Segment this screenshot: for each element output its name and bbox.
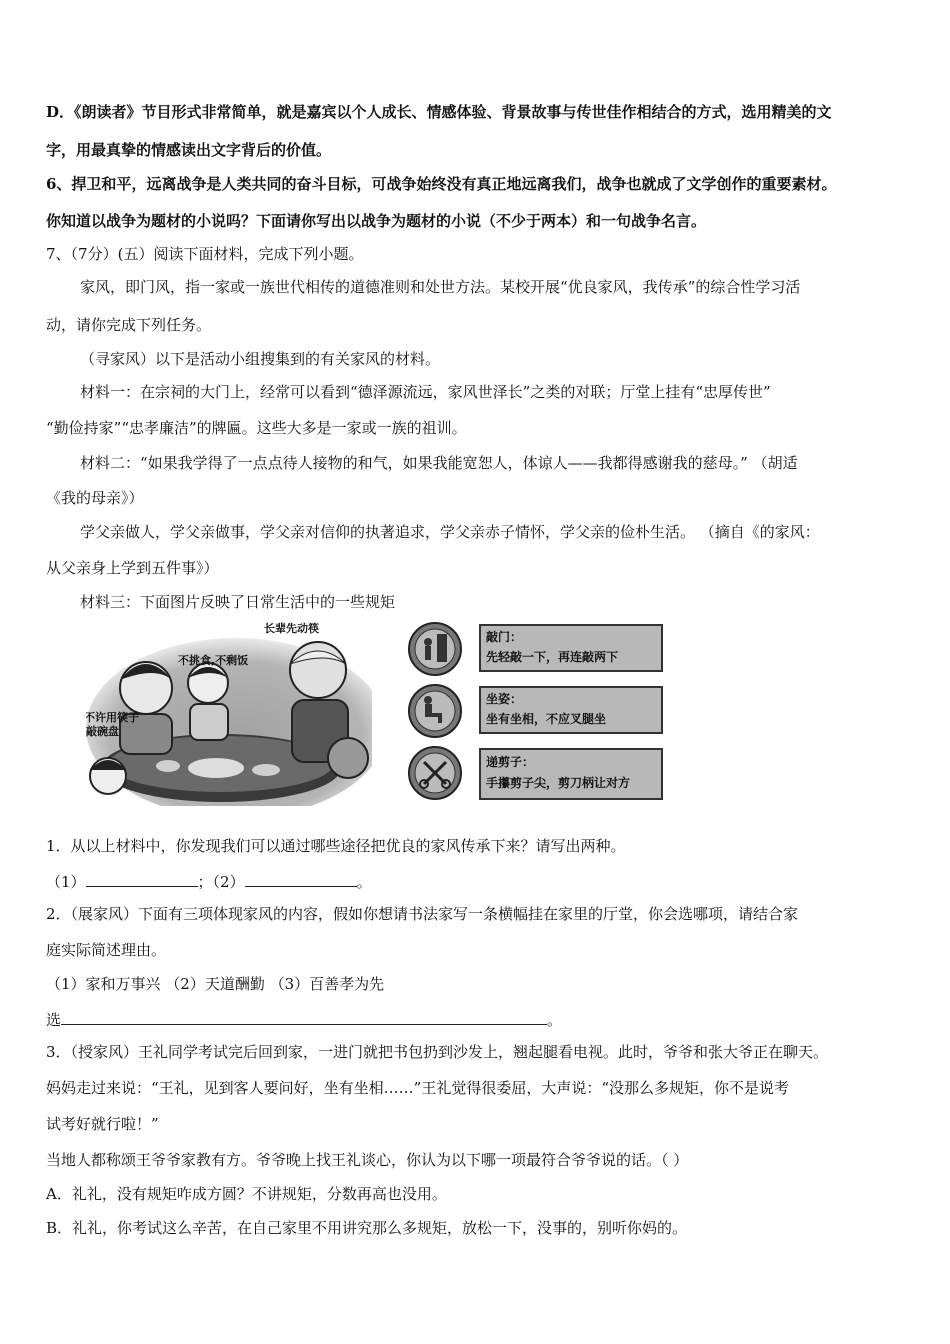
- answer-end-period: 。: [356, 873, 372, 891]
- family-dinner-illustration: [86, 618, 372, 806]
- answer-2-blank[interactable]: [245, 870, 357, 887]
- sub-question-1-answer: [46, 870, 372, 892]
- intro-line-2: 动，请你完成下列任务。: [46, 316, 212, 334]
- sub-question-3-line-3: 试考好就行啦！”: [46, 1115, 159, 1133]
- rule-scissors: [409, 747, 662, 799]
- option-a[interactable]: A．礼礼，没有规矩咋成方圆？不讲规矩，分数再高也没用。: [46, 1185, 447, 1203]
- choose-label: 选: [46, 1011, 62, 1029]
- sub-question-3-line-2: 妈妈走过来说：“王礼，见到客人要问好，坐有坐相……”王礼觉得很委屈，大声说：“没那么多规矩，你不是说考: [46, 1079, 790, 1097]
- sub-question-3-prompt: 当地人都称颂王爷爷家教有方。爷爷晚上找王礼谈心，你认为以下哪一项最符合爷爷说的话。（ ）: [46, 1151, 689, 1169]
- option-d-line-1: D．《朗读者》节目形式非常简单，就是嘉宾以个人成长、情感体验、背景故事与传世佳作相结合的方式，选用精美的文: [46, 103, 832, 121]
- rule-scissors-text: 手攥剪子尖，剪刀柄让对方: [486, 776, 631, 790]
- label-elder-first: 长辈先动筷: [264, 622, 319, 635]
- option-d-line-2: 字，用最真挚的情感读出文字背后的价值。: [46, 141, 332, 159]
- etiquette-rules-illustration: [404, 620, 666, 804]
- rule-sitting-text: 坐有坐相，不应叉腿坐: [486, 712, 607, 726]
- answer-1-blank[interactable]: [86, 870, 198, 887]
- answer-2-label: ；（2）: [197, 873, 245, 891]
- sub-question-2-answer: [46, 1008, 562, 1030]
- material-1-line-2: “勤俭持家”“忠孝廉洁”的牌匾。这些大多是一家或一族的祖训。: [46, 419, 467, 437]
- rule-sitting-title: 坐姿：: [486, 692, 523, 706]
- rule-knock-text: 先轻敲一下，再连敲两下: [486, 650, 619, 664]
- choose-end-period: 。: [547, 1011, 563, 1029]
- question-7-heading: 7、（7分）(五）阅读下面材料，完成下列小题。: [46, 245, 364, 263]
- label-no-picky: 不挑食,不剩饭: [178, 654, 249, 667]
- label-no-chopsticks-1: 不许用筷子: [86, 711, 139, 724]
- rule-scissors-title: 递剪子：: [486, 755, 535, 769]
- question-6-line-1: 6、捍卫和平，远离战争是人类共同的奋斗目标，可战争始终没有真正地远离我们，战争也就成了文学创作的重要素材。: [46, 175, 837, 193]
- choose-blank[interactable]: [61, 1008, 547, 1025]
- label-no-chopsticks-2: 敲碗盘: [86, 725, 119, 738]
- material-3-line: 材料三：下面图片反映了日常生活中的一些规矩: [80, 593, 396, 611]
- sub-question-2-options: （1）家和万事兴 （2）天道酬勤 （3）百善孝为先: [46, 975, 385, 993]
- option-b[interactable]: B．礼礼，你考试这么辛苦，在自己家里不用讲究那么多规矩，放松一下，没事的，别听你妈的。: [46, 1219, 688, 1237]
- material-1-line-1: 材料一：在宗祠的大门上，经常可以看到“德泽源流远，家风世泽长”之类的对联；厅堂上挂有“忠厚传世”: [80, 383, 771, 401]
- sub-question-2-line-1: 2．（展家风）下面有三项体现家风的内容，假如你想请书法家写一条横幅挂在家里的厅堂，你会选哪项，请结合家: [46, 905, 799, 923]
- find-family-style: （寻家风）以下是活动小组搜集到的有关家风的材料。: [80, 350, 441, 368]
- material-2-line-2: 《我的母亲》）: [46, 489, 144, 507]
- rule-knock-title: 敲门：: [486, 630, 523, 644]
- rule-sitting: [409, 685, 662, 737]
- material-2-line-3: 学父亲做人，学父亲做事，学父亲对信仰的执著追求，学父亲赤子情怀，学父亲的俭朴生活。 （摘自《的家风：: [80, 523, 820, 541]
- sub-question-1: 1．从以上材料中，你发现我们可以通过哪些途径把优良的家风传承下来？请写出两种。: [46, 837, 626, 855]
- sub-question-3-line-1: 3．（授家风）王礼同学考试完后回到家，一进门就把书包扔到沙发上，翘起腿看电视。此时，爷爷和张大爷正在聊天。: [46, 1043, 829, 1061]
- rule-knock: [409, 623, 662, 675]
- intro-line-1: 家风，即门风，指一家或一族世代相传的道德准则和处世方法。某校开展“优良家风，我传承”的综合性学习活: [80, 278, 801, 296]
- sub-question-2-line-2: 庭实际简述理由。: [46, 941, 167, 959]
- material-2-line-4: 从父亲身上学到五件事》）: [46, 559, 219, 577]
- material-2-line-1: 材料二：“如果我学得了一点点待人接物的和气，如果我能宽恕人，体谅人——我都得感谢我的慈母。” （胡适: [80, 454, 798, 472]
- answer-1-label: （1）: [46, 873, 86, 891]
- question-6-line-2: 你知道以战争为题材的小说吗？下面请你写出以战争为题材的小说（不少于两本）和一句战争名言。: [46, 212, 707, 230]
